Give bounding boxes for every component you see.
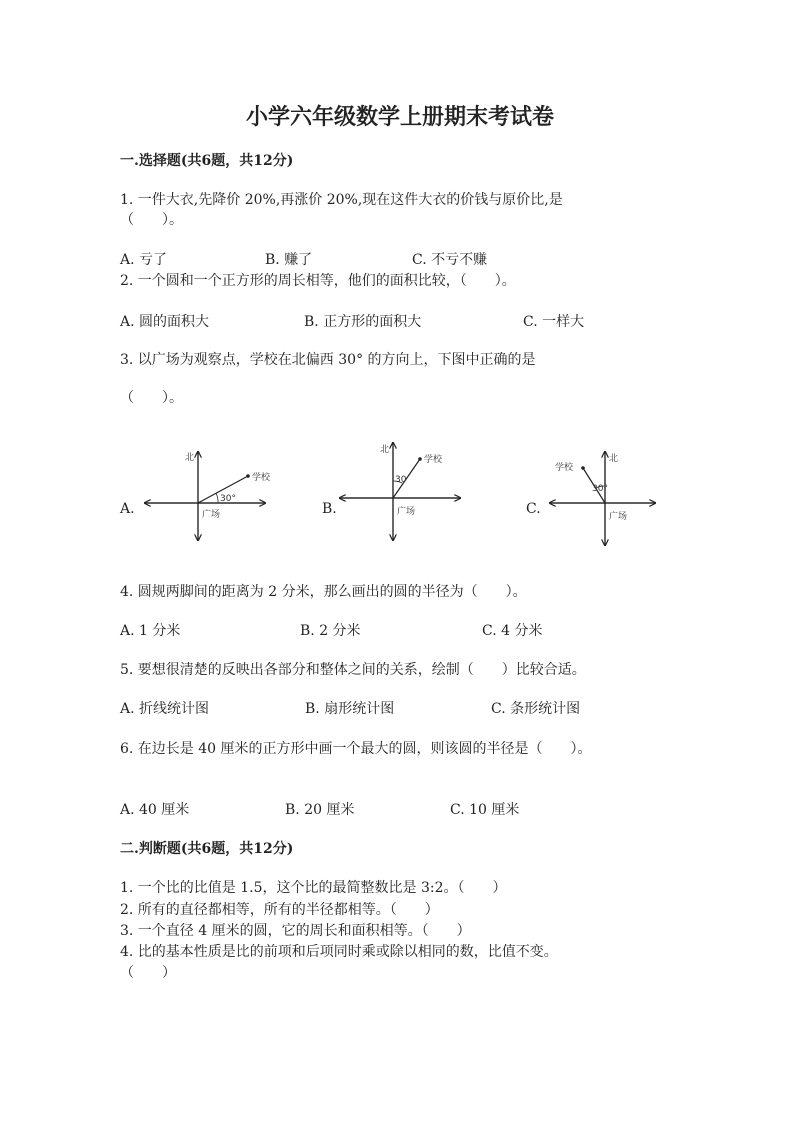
q1-option-b: B. 赚了 — [265, 252, 313, 268]
square-label: 广场 — [202, 510, 221, 520]
angle-arc — [216, 493, 218, 503]
question-6: 6. 在边长是 40 厘米的正方形中画一个最大的圆，则该圆的半径是（ ）。 — [120, 741, 592, 757]
q4-option-a: A. 1 分米 — [120, 623, 181, 639]
q3-option-b-label: B. — [322, 501, 337, 517]
question-3-line1: 3. 以广场为观察点，学校在北偏西 30° 的方向上，下图中正确的是 — [120, 352, 536, 368]
section-heading-judgement: 二.判断题(共6题，共12分) — [120, 841, 294, 857]
q6-option-b: B. 20 厘米 — [285, 802, 355, 818]
question-2: 2. 一个圆和一个正方形的周长相等，他们的面积比较，（ ）。 — [120, 273, 516, 289]
judgement-2: 2. 所有的直径都相等，所有的半径都相等。（ ） — [120, 902, 439, 918]
q5-option-b: B. 扇形统计图 — [305, 701, 395, 717]
square-label: 广场 — [609, 512, 628, 522]
q2-option-c: C. 一样大 — [523, 314, 585, 330]
angle-label: 30 — [395, 475, 407, 485]
page-title: 小学六年级数学上册期末考试卷 — [245, 104, 554, 130]
question-5: 5. 要想很清楚的反映出各部分和整体之间的关系，绘制（ ）比较合适。 — [120, 662, 586, 678]
school-point — [246, 474, 250, 478]
question-4: 4. 圆规两脚间的距离为 2 分米，那么画出的圆的半径为（ ）。 — [120, 584, 527, 600]
q5-option-a: A. 折线统计图 — [120, 701, 210, 717]
judgement-4-line1: 4. 比的基本性质是比的前项和后项同时乘或除以相同的数，比值不变。 — [120, 944, 558, 960]
q1-option-c: C. 不亏不赚 — [412, 252, 488, 268]
north-label: 北 — [379, 445, 389, 455]
angle-label: 30° — [592, 484, 608, 494]
angle-label: 30° — [220, 494, 236, 504]
school-point — [418, 457, 422, 461]
q5-option-c: C. 条形统计图 — [491, 701, 581, 717]
q2-option-b: B. 正方形的面积大 — [304, 314, 422, 330]
question-1-line1: 1. 一件大衣,先降价 20%,再涨价 20%,现在这件大衣的价钱与原价比,是 — [120, 192, 563, 208]
question-1-line2: （ ）。 — [120, 212, 183, 228]
q2-option-a: A. 圆的面积大 — [120, 314, 210, 330]
north-label: 北 — [184, 453, 194, 463]
q3-diagram-b — [335, 435, 465, 545]
judgement-1: 1. 一个比的比值是 1.5，这个比的最简整数比是 3:2。（ ） — [120, 880, 507, 896]
q6-option-c: C. 10 厘米 — [450, 802, 520, 818]
school-label: 学校 — [424, 455, 443, 465]
q6-option-a: A. 40 厘米 — [120, 802, 190, 818]
q3-diagram-a — [140, 440, 270, 545]
q4-option-b: B. 2 分米 — [300, 623, 361, 639]
question-3-line2: （ ）。 — [120, 390, 183, 406]
q3-option-c-label: C. — [526, 501, 541, 517]
q3-option-a-label: A. — [120, 501, 135, 517]
school-point — [581, 466, 585, 470]
q4-option-c: C. 4 分米 — [482, 623, 543, 639]
north-label: 北 — [609, 454, 619, 464]
judgement-3: 3. 一个直径 4 厘米的圆，它的周长和面积相等。（ ） — [120, 923, 471, 939]
section-heading-choice: 一.选择题(共6题，共12分) — [120, 153, 294, 169]
school-label: 学校 — [252, 473, 270, 483]
q3-diagram-c — [545, 440, 660, 550]
school-label: 学校 — [555, 463, 574, 473]
q1-option-a: A. 亏了 — [120, 252, 168, 268]
judgement-4-line2: （ ） — [120, 965, 176, 981]
square-label: 广场 — [397, 507, 416, 517]
